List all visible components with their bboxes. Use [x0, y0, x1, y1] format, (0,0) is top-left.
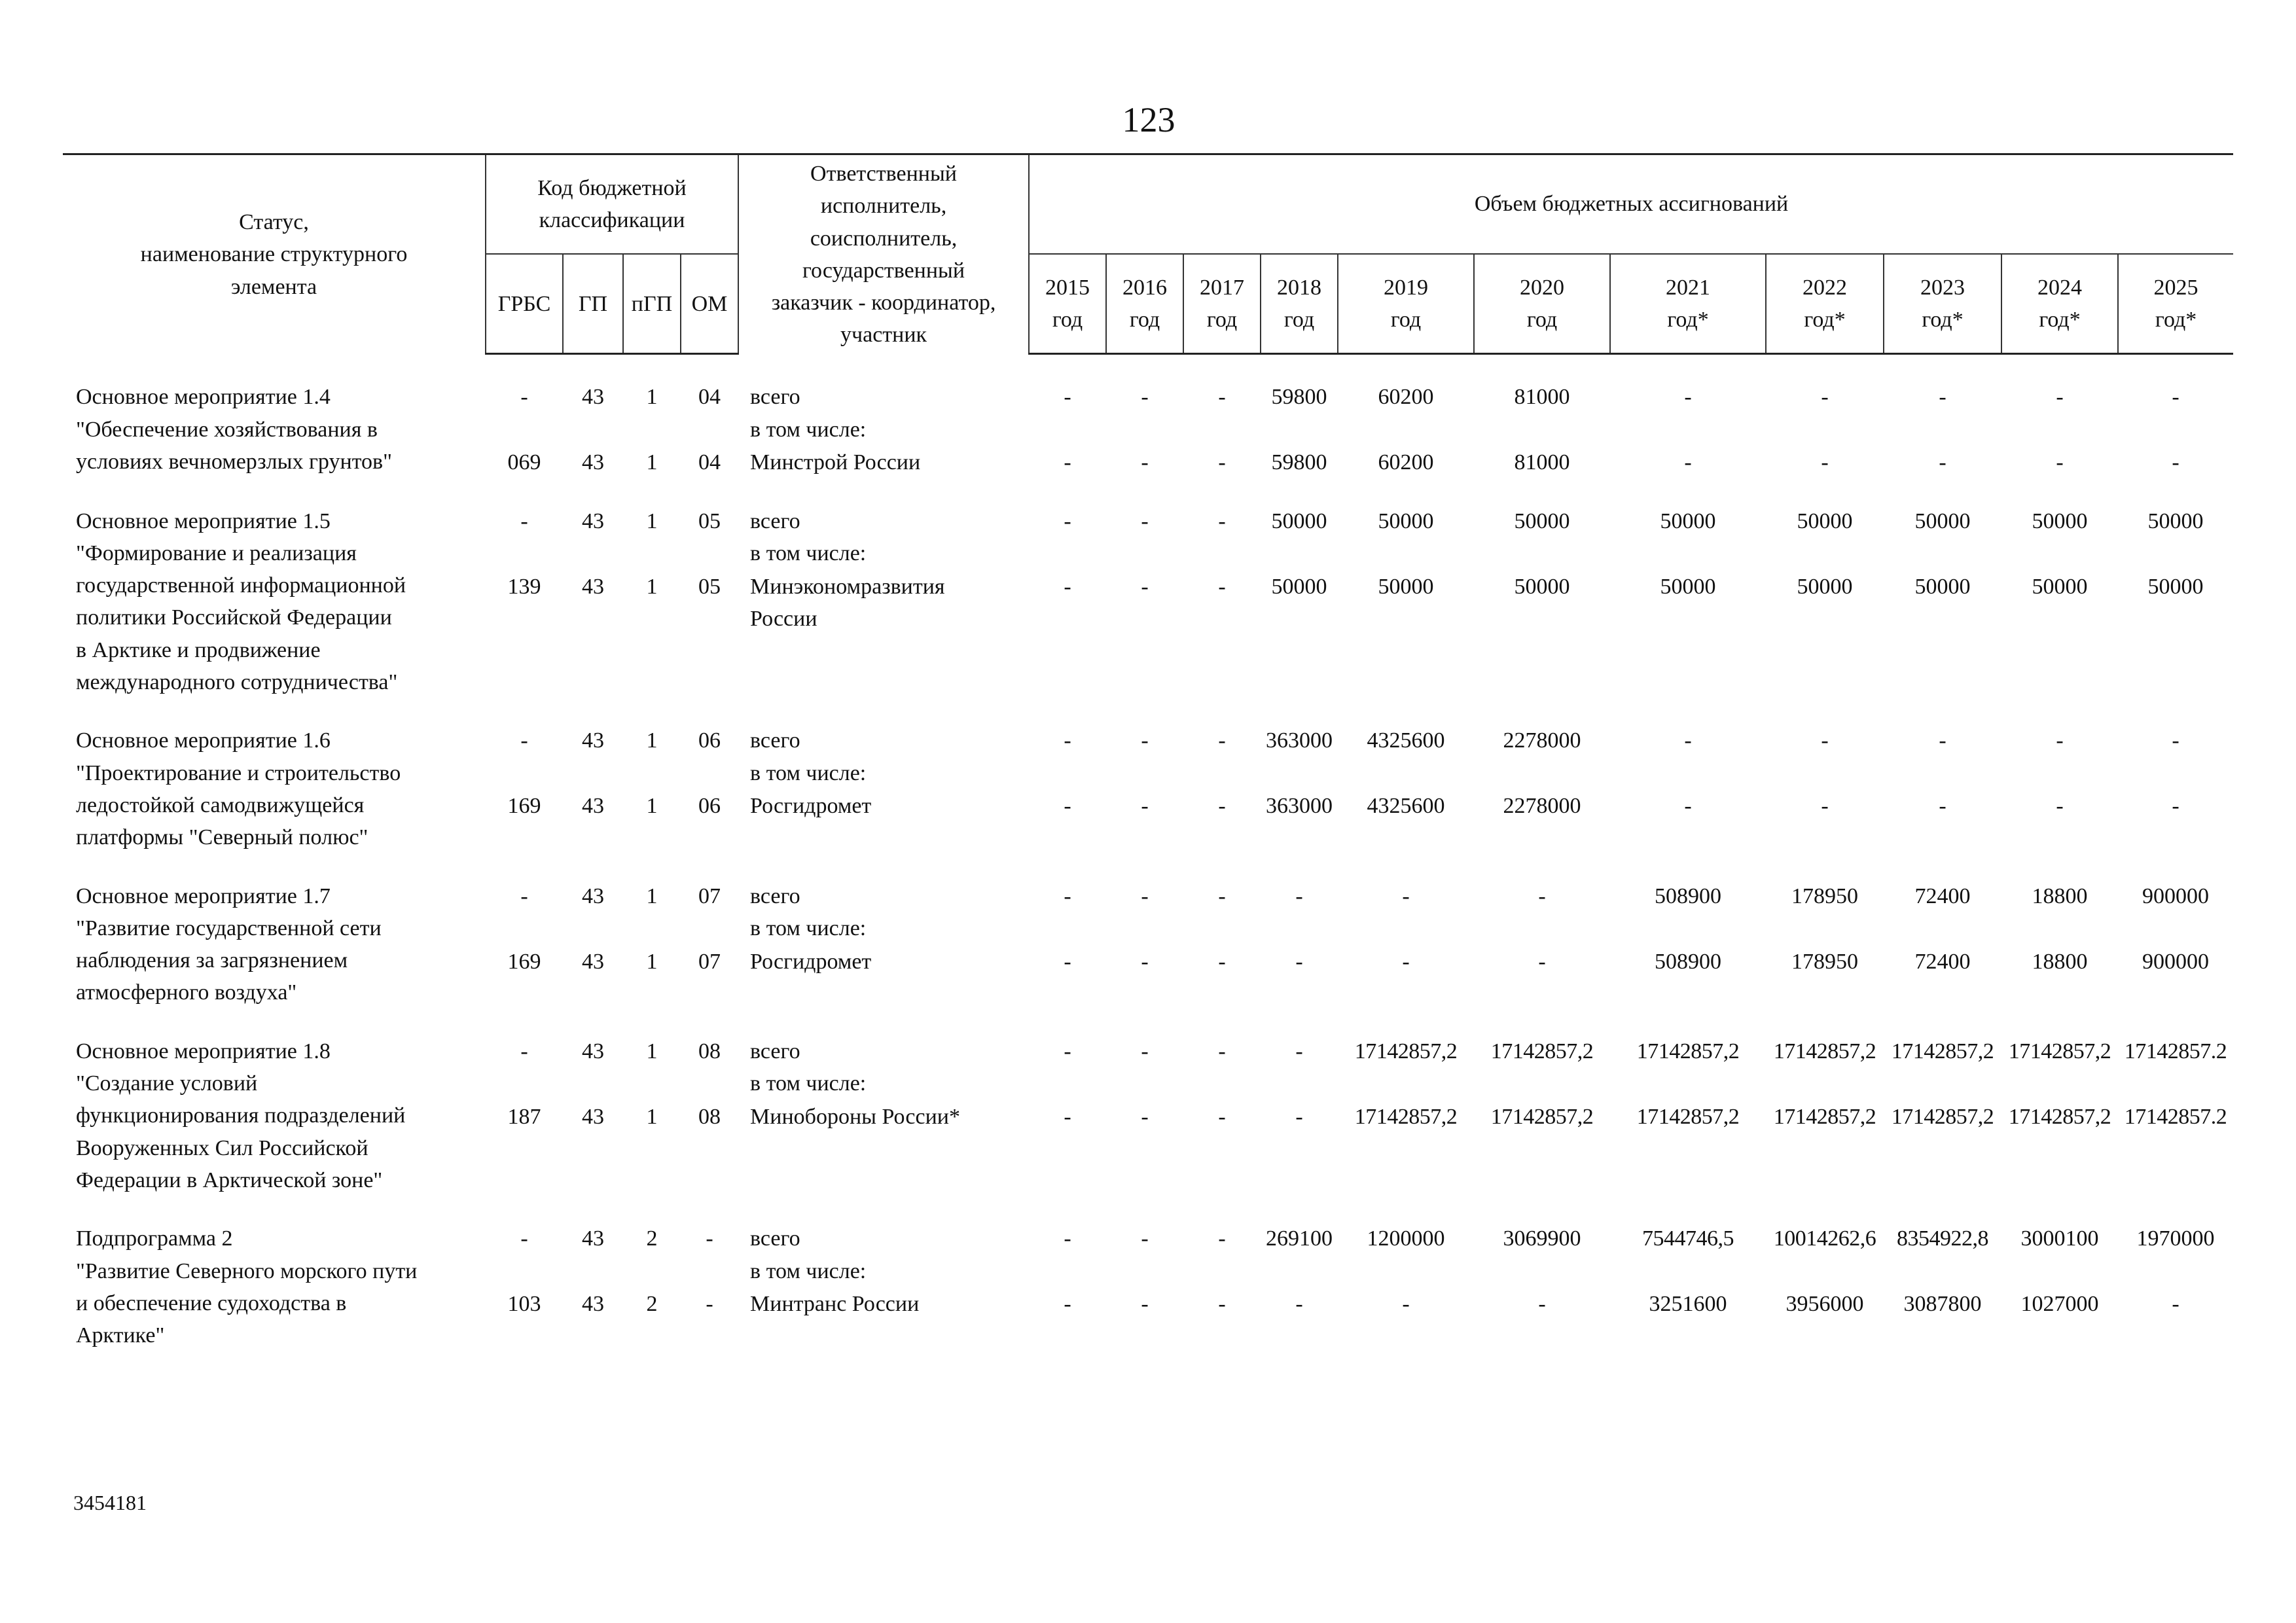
- allocation-value-cell: 17142857,2: [1490, 1039, 1594, 1063]
- allocation-value-cell: 50000: [1378, 574, 1434, 599]
- allocation-value-cell: 60200: [1378, 385, 1434, 410]
- allocation-value-cell: 508900: [1655, 949, 1722, 974]
- allocation-value-cell: 50000: [1797, 574, 1853, 599]
- structural-element-name: Основное мероприятие 1.7 "Развитие государственной сети наблюдения за загрязнением атмосферного воздуха": [76, 883, 382, 1005]
- year-suffix: год*: [2155, 308, 2197, 332]
- gp-cell: 43: [582, 728, 604, 753]
- allocation-value-cell: -: [1218, 508, 1226, 533]
- year-header: [2001, 254, 2118, 354]
- spacer-cell: [63, 354, 2233, 382]
- row-spacer: [63, 354, 2233, 382]
- allocation-value-cell: 72400: [1914, 883, 1971, 908]
- allocation-value-cell: -: [1939, 450, 1946, 475]
- allocation-value-cell: 1970000: [2136, 1226, 2215, 1251]
- year-suffix: год*: [1804, 308, 1846, 332]
- allocation-value-cell: -: [1684, 728, 1692, 753]
- allocation-value-cell: 50000: [2032, 574, 2088, 599]
- allocation-value-cell: 178950: [1791, 949, 1859, 974]
- grbs-cell: 139: [507, 574, 541, 599]
- allocation-value-cell: 508900: [1655, 883, 1722, 908]
- allocation-value-cell: 17142857,2: [1354, 1104, 1458, 1129]
- allocation-value-cell: -: [2172, 728, 2179, 753]
- spacer-cell: [63, 1009, 2233, 1035]
- allocation-value-cell: -: [1064, 450, 1071, 475]
- row-spacer: [63, 479, 2233, 505]
- allocation-value-cell: -: [1064, 1226, 1071, 1251]
- pgp-cell: 1: [646, 385, 658, 410]
- grbs-header: ГРБС: [486, 254, 563, 354]
- allocation-value-cell: 59800: [1271, 450, 1327, 475]
- gp-cell: 43: [582, 1104, 604, 1129]
- executor-cell: Минэкономразвития России: [750, 574, 945, 631]
- allocation-value-cell: 3087800: [1903, 1292, 1982, 1317]
- allocation-value-cell: -: [1064, 1039, 1071, 1063]
- executor-cell: всего в том числе:: [750, 385, 867, 442]
- allocation-value-cell: -: [1939, 385, 1946, 410]
- gp-cell: 43: [582, 1292, 604, 1317]
- allocation-value-cell: 17142857.2: [2124, 1104, 2227, 1129]
- year-label: 2022: [1803, 275, 1848, 300]
- year-suffix: год: [1390, 308, 1422, 332]
- year-suffix: год*: [1667, 308, 1709, 332]
- pgp-cell: 1: [646, 574, 658, 599]
- allocation-value-cell: 81000: [1514, 450, 1570, 475]
- grbs-cell: -: [520, 883, 528, 908]
- om-cell: 06: [698, 728, 721, 753]
- grbs-cell: 103: [507, 1292, 541, 1317]
- year-label: 2019: [1384, 275, 1429, 300]
- allocation-value-cell: -: [1218, 949, 1226, 974]
- allocation-value-cell: -: [1218, 1039, 1226, 1063]
- om-cell: 05: [698, 508, 721, 533]
- allocation-value-cell: 50000: [1514, 508, 1570, 533]
- structural-element-name: Основное мероприятие 1.8 "Создание условий функционирования подразделений Вооруженных Сил Российской Федерации в Арктической зоне": [76, 1039, 406, 1192]
- allocation-value-cell: 3251600: [1649, 1292, 1727, 1317]
- table-row-total: [63, 1035, 2233, 1101]
- allocation-value-cell: 50000: [1271, 508, 1327, 533]
- table-row-total: [63, 505, 2233, 571]
- spacer-cell: [63, 1196, 2233, 1222]
- allocation-value-cell: -: [1141, 508, 1149, 533]
- year-header: [1474, 254, 1610, 354]
- volume-group-header: Объем бюджетных ассигнований: [1029, 154, 2233, 255]
- allocation-value-cell: 17142857,2: [1891, 1104, 1994, 1129]
- allocation-value-cell: -: [1295, 1039, 1303, 1063]
- year-header: [1610, 254, 1766, 354]
- allocation-value-cell: 269100: [1266, 1226, 1333, 1251]
- pgp-cell: 1: [646, 1039, 658, 1063]
- table-header: [63, 154, 2233, 354]
- allocation-value-cell: -: [1064, 949, 1071, 974]
- allocation-value-cell: -: [1218, 385, 1226, 410]
- structural-element-name: Подпрограмма 2 "Развитие Северного морского пути и обеспечение судоходства в Арктике": [76, 1226, 418, 1348]
- allocation-value-cell: 1027000: [2020, 1292, 2099, 1317]
- pgp-cell: 1: [646, 728, 658, 753]
- document-code: 3454181: [73, 1491, 147, 1514]
- allocation-value-cell: -: [1218, 1226, 1226, 1251]
- allocation-value-cell: -: [1218, 728, 1226, 753]
- grbs-cell: 169: [507, 794, 541, 819]
- pgp-cell: 1: [646, 450, 658, 475]
- allocation-value-cell: -: [1218, 883, 1226, 908]
- allocation-value-cell: -: [1684, 385, 1692, 410]
- gp-cell: 43: [582, 574, 604, 599]
- pgp-header: пГП: [623, 254, 681, 354]
- gp-cell: 43: [582, 794, 604, 819]
- allocation-value-cell: 50000: [1271, 574, 1327, 599]
- om-cell: 08: [698, 1104, 721, 1129]
- allocation-value-cell: -: [2172, 385, 2179, 410]
- allocation-value-cell: 1200000: [1367, 1226, 1445, 1251]
- om-cell: 04: [698, 385, 721, 410]
- allocation-value-cell: -: [1064, 574, 1071, 599]
- allocation-value-cell: -: [1402, 1292, 1410, 1317]
- executor-cell: Росгидромет: [750, 949, 872, 974]
- allocation-value-cell: 50000: [1660, 574, 1716, 599]
- grbs-cell: 069: [507, 450, 541, 475]
- allocation-value-cell: -: [2056, 450, 2064, 475]
- allocation-value-cell: -: [2172, 794, 2179, 819]
- allocation-value-cell: 50000: [2147, 574, 2204, 599]
- executor-cell: всего в том числе:: [750, 1226, 867, 1283]
- allocation-value-cell: 50000: [2147, 508, 2204, 533]
- year-header: [1338, 254, 1474, 354]
- allocation-value-cell: 17142857,2: [1773, 1039, 1876, 1063]
- page-number: 123: [1122, 100, 1175, 139]
- year-header: [1183, 254, 1261, 354]
- table-body: [63, 354, 2233, 1352]
- allocation-value-cell: 17142857,2: [1773, 1104, 1876, 1129]
- allocation-value-cell: -: [1141, 1104, 1149, 1129]
- year-label: 2024: [2037, 275, 2083, 300]
- allocation-value-cell: 50000: [1914, 508, 1971, 533]
- allocation-value-cell: 17142857,2: [1490, 1104, 1594, 1129]
- year-suffix: год: [1129, 308, 1160, 332]
- executor-cell: Минстрой России: [750, 450, 921, 475]
- allocation-value-cell: -: [1141, 794, 1149, 819]
- allocation-value-cell: -: [1295, 883, 1303, 908]
- row-spacer: [63, 854, 2233, 880]
- executor-cell: всего в том числе:: [750, 883, 867, 940]
- executor-cell: всего в том числе:: [750, 508, 867, 565]
- om-cell: 04: [698, 450, 721, 475]
- allocation-value-cell: -: [1064, 508, 1071, 533]
- allocation-value-cell: 50000: [1914, 574, 1971, 599]
- pgp-cell: 2: [646, 1292, 658, 1317]
- year-label: 2017: [1200, 275, 1245, 300]
- year-suffix: год: [1283, 308, 1315, 332]
- executor-column-header: Ответственный исполнитель, соисполнитель, государственный заказчик - координатор, участник: [738, 154, 1029, 354]
- year-label: 2023: [1920, 275, 1965, 300]
- allocation-value-cell: 2278000: [1503, 794, 1581, 819]
- allocation-value-cell: -: [1821, 450, 1829, 475]
- allocation-value-cell: 72400: [1914, 949, 1971, 974]
- year-header: [1884, 254, 2001, 354]
- spacer-cell: [63, 698, 2233, 724]
- allocation-value-cell: -: [1064, 385, 1071, 410]
- om-cell: 07: [698, 883, 721, 908]
- om-cell: -: [706, 1226, 713, 1251]
- gp-cell: 43: [582, 385, 604, 410]
- allocation-value-cell: -: [1538, 1292, 1546, 1317]
- gp-cell: 43: [582, 508, 604, 533]
- allocation-value-cell: -: [1538, 949, 1546, 974]
- allocation-value-cell: -: [2056, 728, 2064, 753]
- pgp-cell: 2: [646, 1226, 658, 1251]
- allocation-value-cell: 17142857,2: [2008, 1039, 2111, 1063]
- grbs-cell: -: [520, 728, 528, 753]
- allocation-value-cell: 50000: [1660, 508, 1716, 533]
- allocation-value-cell: 2278000: [1503, 728, 1581, 753]
- allocation-value-cell: -: [1295, 1292, 1303, 1317]
- allocation-value-cell: -: [1141, 883, 1149, 908]
- allocation-value-cell: 18800: [2032, 883, 2088, 908]
- year-header: [1029, 254, 1106, 354]
- pgp-cell: 1: [646, 794, 658, 819]
- allocation-value-cell: -: [1402, 883, 1410, 908]
- allocation-value-cell: -: [1064, 1104, 1071, 1129]
- allocation-value-cell: -: [1141, 728, 1149, 753]
- allocation-value-cell: -: [1402, 949, 1410, 974]
- year-label: 2020: [1520, 275, 1565, 300]
- year-label: 2025: [2153, 275, 2198, 300]
- allocation-value-cell: 4325600: [1367, 794, 1445, 819]
- year-suffix: год: [1206, 308, 1238, 332]
- om-header: ОМ: [681, 254, 738, 354]
- year-header: [1766, 254, 1884, 354]
- year-header: [1106, 254, 1183, 354]
- allocation-value-cell: -: [1295, 949, 1303, 974]
- allocation-value-cell: 3069900: [1503, 1226, 1581, 1251]
- allocation-value-cell: -: [1064, 883, 1071, 908]
- grbs-cell: -: [520, 1226, 528, 1251]
- allocation-value-cell: -: [1821, 794, 1829, 819]
- year-label: 2021: [1666, 275, 1711, 300]
- allocation-value-cell: -: [1939, 728, 1946, 753]
- allocation-value-cell: -: [2172, 450, 2179, 475]
- allocation-value-cell: 50000: [1514, 574, 1570, 599]
- allocation-value-cell: -: [1218, 1292, 1226, 1317]
- pgp-cell: 1: [646, 883, 658, 908]
- allocation-value-cell: 17142857,2: [2008, 1104, 2111, 1129]
- allocation-value-cell: -: [1064, 1292, 1071, 1317]
- allocation-value-cell: -: [1064, 794, 1071, 819]
- executor-cell: Минобороны России*: [750, 1104, 960, 1129]
- om-cell: -: [706, 1292, 713, 1317]
- allocation-value-cell: 18800: [2032, 949, 2088, 974]
- structural-element-name: Основное мероприятие 1.4 "Обеспечение хозяйствования в условиях вечномерзлых грунтов": [76, 385, 392, 474]
- budget-allocation-table: [63, 153, 2233, 1351]
- structural-element-name: Основное мероприятие 1.6 "Проектирование и строительство ледостойкой самодвижущейся платформы "Северный полюс": [76, 728, 401, 850]
- gp-cell: 43: [582, 1039, 604, 1063]
- grbs-cell: -: [520, 1039, 528, 1063]
- status-column-header: Статус, наименование структурного элемента: [63, 154, 486, 354]
- year-label: 2015: [1045, 275, 1090, 300]
- allocation-value-cell: 363000: [1266, 794, 1333, 819]
- allocation-value-cell: -: [1821, 385, 1829, 410]
- allocation-value-cell: -: [1821, 728, 1829, 753]
- allocation-value-cell: 60200: [1378, 450, 1434, 475]
- allocation-value-cell: 17142857.2: [2124, 1039, 2227, 1063]
- allocation-value-cell: -: [1064, 728, 1071, 753]
- row-spacer: [63, 1009, 2233, 1035]
- pgp-cell: 1: [646, 508, 658, 533]
- allocation-value-cell: 17142857,2: [1636, 1104, 1740, 1129]
- executor-cell: всего в том числе:: [750, 1039, 867, 1096]
- table-row-total: [63, 1222, 2233, 1288]
- allocation-value-cell: 3000100: [2020, 1226, 2099, 1251]
- gp-header: ГП: [563, 254, 623, 354]
- pgp-cell: 1: [646, 1104, 658, 1129]
- table-row-total: [63, 880, 2233, 946]
- allocation-value-cell: 59800: [1271, 385, 1327, 410]
- executor-cell: всего в том числе:: [750, 728, 867, 785]
- gp-cell: 43: [582, 883, 604, 908]
- allocation-value-cell: -: [1684, 794, 1692, 819]
- allocation-value-cell: 3956000: [1785, 1292, 1864, 1317]
- allocation-value-cell: -: [1141, 1226, 1149, 1251]
- year-suffix: год*: [1922, 308, 1964, 332]
- allocation-value-cell: 178950: [1791, 883, 1859, 908]
- allocation-value-cell: 10014262,6: [1773, 1226, 1876, 1251]
- year-header: [2118, 254, 2233, 354]
- grbs-cell: -: [520, 508, 528, 533]
- kbk-group-header: Код бюджетной классификации: [486, 154, 738, 255]
- allocation-value-cell: 50000: [1797, 508, 1853, 533]
- structural-element-name: Основное мероприятие 1.5 "Формирование и реализация государственной информационной политики Российской Федерации в Арктике и продвижение международного сотрудничества": [76, 508, 406, 695]
- year-label: 2018: [1277, 275, 1322, 300]
- grbs-cell: 169: [507, 949, 541, 974]
- allocation-value-cell: -: [1538, 883, 1546, 908]
- allocation-value-cell: 900000: [2142, 949, 2210, 974]
- gp-cell: 43: [582, 949, 604, 974]
- grbs-cell: 187: [507, 1104, 541, 1129]
- allocation-value-cell: 17142857,2: [1891, 1039, 1994, 1063]
- allocation-value-cell: -: [1141, 385, 1149, 410]
- allocation-value-cell: -: [2172, 1292, 2179, 1317]
- om-cell: 05: [698, 574, 721, 599]
- gp-cell: 43: [582, 1226, 604, 1251]
- year-suffix: год: [1526, 308, 1558, 332]
- allocation-value-cell: -: [2056, 385, 2064, 410]
- row-spacer: [63, 698, 2233, 724]
- allocation-value-cell: -: [1141, 1292, 1149, 1317]
- allocation-value-cell: -: [1218, 574, 1226, 599]
- om-cell: 06: [698, 794, 721, 819]
- allocation-value-cell: 900000: [2142, 883, 2210, 908]
- allocation-value-cell: -: [1684, 450, 1692, 475]
- allocation-value-cell: -: [1141, 949, 1149, 974]
- allocation-value-cell: 7544746,5: [1642, 1226, 1734, 1251]
- table-row-total: [63, 381, 2233, 446]
- allocation-value-cell: -: [1295, 1104, 1303, 1129]
- gp-cell: 43: [582, 450, 604, 475]
- allocation-value-cell: 363000: [1266, 728, 1333, 753]
- allocation-value-cell: -: [1218, 794, 1226, 819]
- year-label: 2016: [1122, 275, 1168, 300]
- allocation-value-cell: -: [1141, 574, 1149, 599]
- allocation-value-cell: -: [1218, 450, 1226, 475]
- executor-cell: Минтранс России: [750, 1292, 920, 1317]
- allocation-value-cell: -: [1141, 1039, 1149, 1063]
- allocation-value-cell: 17142857,2: [1354, 1039, 1458, 1063]
- allocation-value-cell: 81000: [1514, 385, 1570, 410]
- allocation-value-cell: 50000: [1378, 508, 1434, 533]
- allocation-value-cell: 50000: [2032, 508, 2088, 533]
- spacer-cell: [63, 854, 2233, 880]
- om-cell: 08: [698, 1039, 721, 1063]
- om-cell: 07: [698, 949, 721, 974]
- allocation-value-cell: 4325600: [1367, 728, 1445, 753]
- allocation-value-cell: -: [1939, 794, 1946, 819]
- grbs-cell: -: [520, 385, 528, 410]
- pgp-cell: 1: [646, 949, 658, 974]
- executor-cell: Росгидромет: [750, 794, 872, 819]
- allocation-value-cell: -: [1218, 1104, 1226, 1129]
- allocation-value-cell: -: [2056, 794, 2064, 819]
- year-suffix: год*: [2039, 308, 2081, 332]
- allocation-value-cell: 8354922,8: [1897, 1226, 1989, 1251]
- allocation-value-cell: -: [1141, 450, 1149, 475]
- row-spacer: [63, 1196, 2233, 1222]
- year-header: [1261, 254, 1338, 354]
- table-row-total: [63, 724, 2233, 790]
- allocation-value-cell: 17142857,2: [1636, 1039, 1740, 1063]
- spacer-cell: [63, 479, 2233, 505]
- year-suffix: год: [1052, 308, 1083, 332]
